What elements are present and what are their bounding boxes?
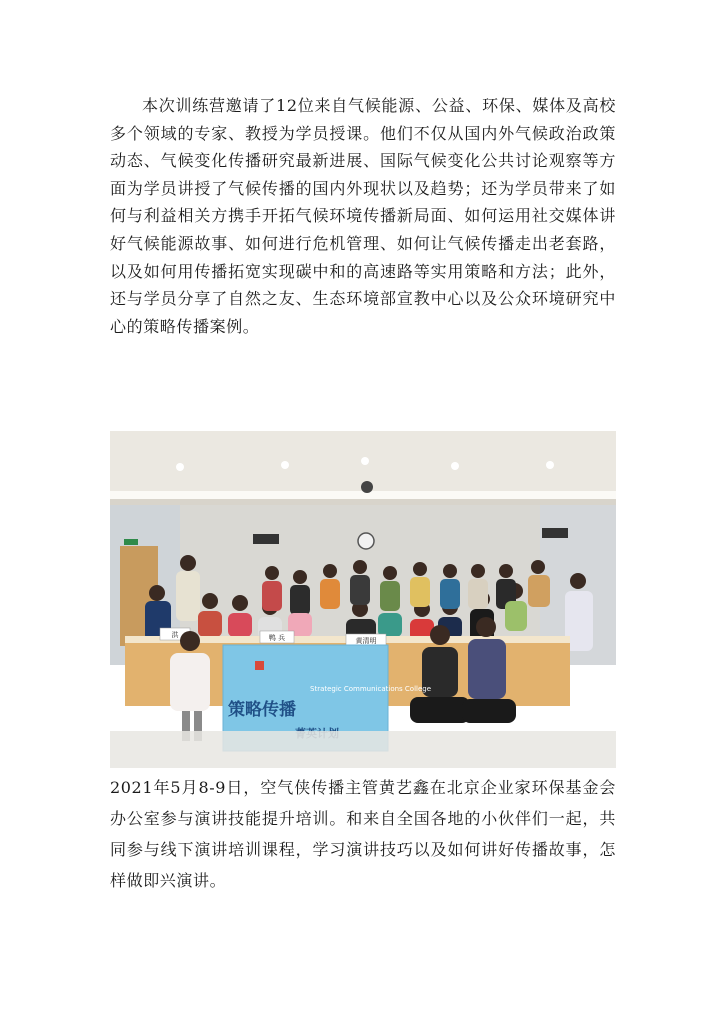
- speaker-left: [253, 534, 279, 544]
- nameplate-3: 黄清明: [355, 637, 377, 645]
- intro-paragraph: 本次训练营邀请了12位来自气候能源、公益、环保、媒体及高校多个领域的专家、教授为学员授课。他们不仅从国内外气候政治政策动态、气候变化传播研究最新进展、国际气候变化公共讨论观察等方面为学员讲授了气候传播的国内外现状以及趋势；还为学员带来了如何与利益相关方携手开拓气候环境传播新局面、如何运用社交媒体讲好气候能源故事、如何进行危机管理、如何让气候传播走出老套路，以及如何用传播拓宽实现碳中和的高速路等实用策略和方法；此外，还与学员分享了自然之友、生态环境部宣教中心以及公众环境研究中心的策略传播案例。: [110, 96, 616, 336]
- speaker-right: [542, 528, 568, 538]
- nameplate-1: 洪: [171, 631, 179, 639]
- banner-english: Strategic Communications College: [310, 685, 432, 693]
- floor: [110, 731, 616, 768]
- nameplate-2: 鸭 兵: [268, 634, 286, 642]
- camera-icon: [361, 481, 373, 493]
- photo-caption-paragraph: 2021年5月8-9日，空气侠传播主管黄艺鑫在北京企业家环保基金会办公室参与演讲技能提升培训。和来自全国各地的小伙伴们一起，共同参与线下演讲培训课程，学习演讲技巧以及如何讲好传播故事，怎样做即兴演讲。: [110, 778, 616, 890]
- clock-icon: [358, 533, 374, 549]
- banner-title: 策略传播: [228, 700, 296, 720]
- light-strip: [110, 491, 616, 499]
- group-photo: [110, 431, 616, 768]
